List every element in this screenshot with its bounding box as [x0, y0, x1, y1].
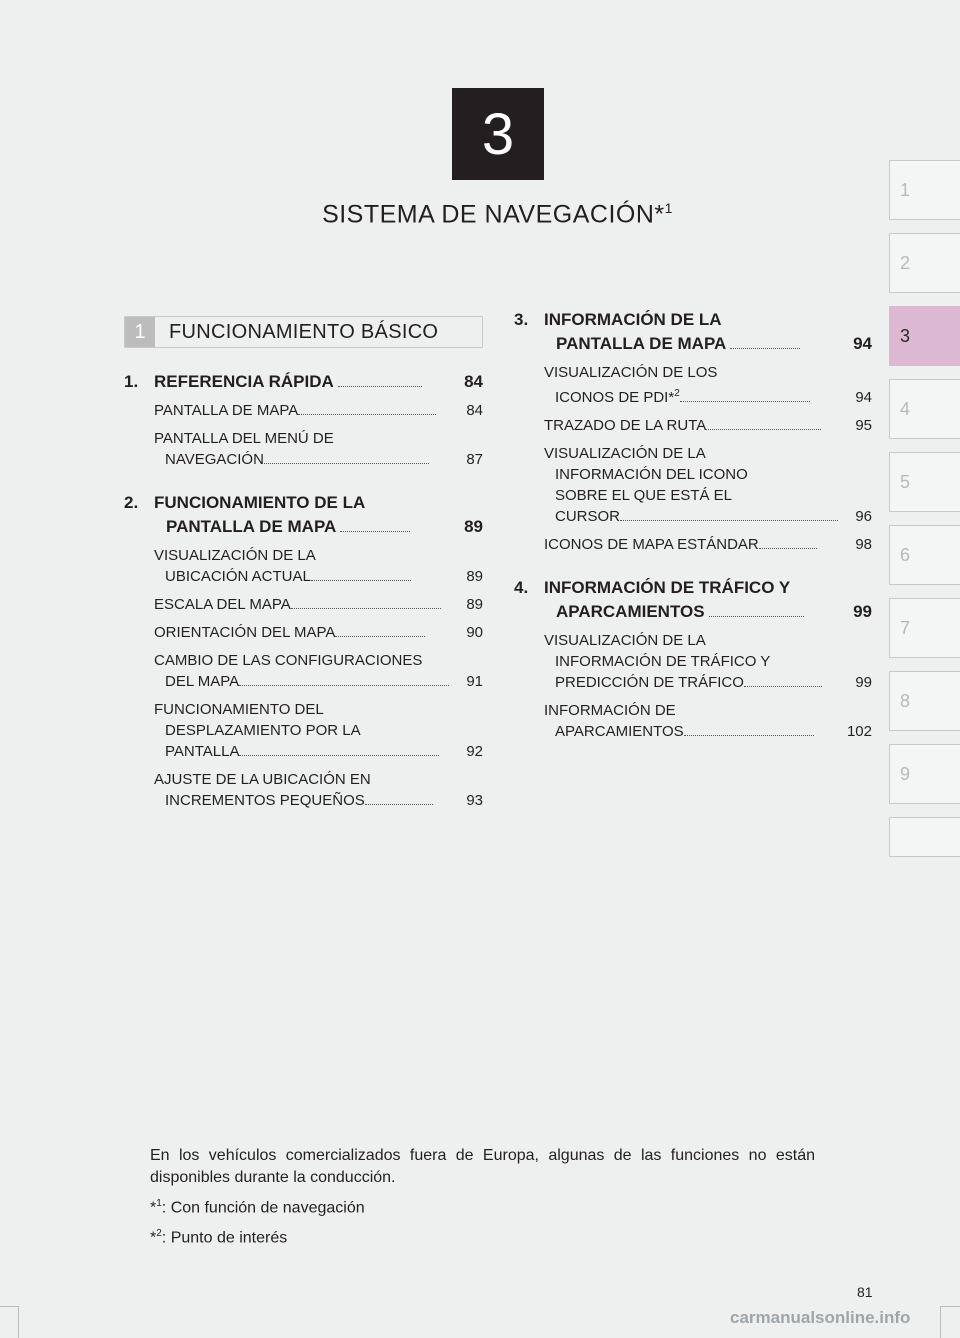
toc-entry[interactable]: PANTALLA DE MAPA 84 [154, 402, 483, 419]
page-ref: 84 [464, 372, 483, 391]
page-ref: 89 [466, 568, 483, 585]
page-ref: 99 [855, 674, 872, 691]
chapter-title-text: SISTEMA DE NAVEGACIÓN* [322, 200, 665, 229]
page-ref: 99 [853, 602, 872, 621]
page-ref: 87 [466, 451, 483, 468]
chapter-title-sup: 1 [664, 200, 673, 216]
toc-heading-2[interactable]: 2. FUNCIONAMIENTO DE LA PANTALLA DE MAPA 89 [124, 491, 483, 539]
footnote-1: *$^1$: Con función de navegación [150, 1198, 365, 1217]
toc-right-column [514, 308, 872, 749]
footnote-2: *$^2$: Punto de interés [150, 1228, 288, 1247]
tab-1[interactable]: 1 [889, 160, 960, 220]
toc-entry[interactable]: AJUSTE DE LA UBICACIÓN EN INCREMENTOS PEQUEÑOS 93 [154, 771, 483, 809]
tab-7[interactable]: 7 [889, 598, 960, 658]
page-ref: 102 [846, 723, 872, 740]
tab-2[interactable]: 2 [889, 233, 960, 293]
toc-entry[interactable]: CAMBIO DE LAS CONFIGURACIONES DEL MAPA 91 [154, 652, 483, 690]
page-ref: 90 [466, 624, 483, 641]
watermark: carmanualsonline.info [730, 1308, 911, 1327]
tab-3[interactable]: 3 [889, 306, 960, 366]
toc-entry[interactable]: PANTALLA DEL MENÚ DE NAVEGACIÓN 87 [154, 430, 483, 468]
toc-heading-3[interactable]: 3. INFORMACIÓN DE LA PANTALLA DE MAPA 94 [514, 308, 872, 356]
tab-blank [889, 817, 960, 857]
section-title: FUNCIONAMIENTO BÁSICO [169, 320, 439, 343]
crop-mark [940, 1306, 960, 1307]
footer-notes [150, 1145, 815, 1254]
tab-5[interactable]: 5 [889, 452, 960, 512]
page-ref: 93 [466, 792, 483, 809]
chapter-tabs [889, 160, 960, 870]
page-ref: 91 [466, 673, 483, 690]
toc-entry[interactable]: VISUALIZACIÓN DE LOS ICONOS DE PDI*$^2$ 94 [544, 364, 872, 406]
toc-entry[interactable]: VISUALIZACIÓN DE LA INFORMACIÓN DE TRÁFICO Y PREDICCIÓN DE TRÁFICO 99 [544, 632, 872, 691]
page-ref: 98 [855, 536, 872, 553]
toc-entry[interactable]: FUNCIONAMIENTO DEL DESPLAZAMIENTO POR LA PANTALLA 92 [154, 701, 483, 760]
tab-4[interactable]: 4 [889, 379, 960, 439]
footer-note: En los vehículos comercializados fuera de Europa, algunas de las funciones no están disponibles durante la conducción. [150, 1147, 815, 1186]
page-number: 81 [857, 1284, 873, 1300]
chapter-number: 3 [481, 101, 515, 167]
crop-mark [940, 1306, 941, 1338]
toc-entry[interactable]: ORIENTACIÓN DEL MAPA 90 [154, 624, 483, 641]
page-ref: 84 [466, 402, 483, 419]
crop-mark [18, 1306, 19, 1338]
toc-heading-1[interactable]: 1. REFERENCIA RÁPIDA 84 [124, 370, 483, 394]
tab-8[interactable]: 8 [889, 671, 960, 731]
toc-entry[interactable]: VISUALIZACIÓN DE LA UBICACIÓN ACTUAL 89 [154, 547, 483, 585]
page-ref: 89 [464, 517, 483, 536]
tab-6[interactable]: 6 [889, 525, 960, 585]
tab-9[interactable]: 9 [889, 744, 960, 804]
toc-entry[interactable]: INFORMACIÓN DE APARCAMIENTOS 102 [544, 702, 872, 740]
page-ref: 96 [855, 508, 872, 525]
toc-heading-4[interactable]: 4. INFORMACIÓN DE TRÁFICO Y APARCAMIENTOS 99 [514, 576, 872, 624]
toc-entry[interactable]: ICONOS DE MAPA ESTÁNDAR 98 [544, 536, 872, 553]
page-ref: 92 [466, 743, 483, 760]
toc-left-column [124, 370, 483, 818]
page-ref: 89 [466, 596, 483, 613]
chapter-number-box [452, 88, 544, 180]
page-ref: 94 [853, 334, 872, 353]
chapter-title [0, 200, 960, 229]
page-ref: 94 [855, 389, 872, 406]
toc-entry[interactable]: TRAZADO DE LA RUTA 95 [544, 417, 872, 434]
toc-entry[interactable]: ESCALA DEL MAPA 89 [154, 596, 483, 613]
section-number: 1 [125, 317, 155, 347]
crop-mark [0, 1306, 18, 1307]
section-header [124, 316, 483, 348]
toc-entry[interactable]: VISUALIZACIÓN DE LA INFORMACIÓN DEL ICONO SOBRE EL QUE ESTÁ EL CURSOR 96 [544, 445, 872, 525]
page-ref: 95 [855, 417, 872, 434]
